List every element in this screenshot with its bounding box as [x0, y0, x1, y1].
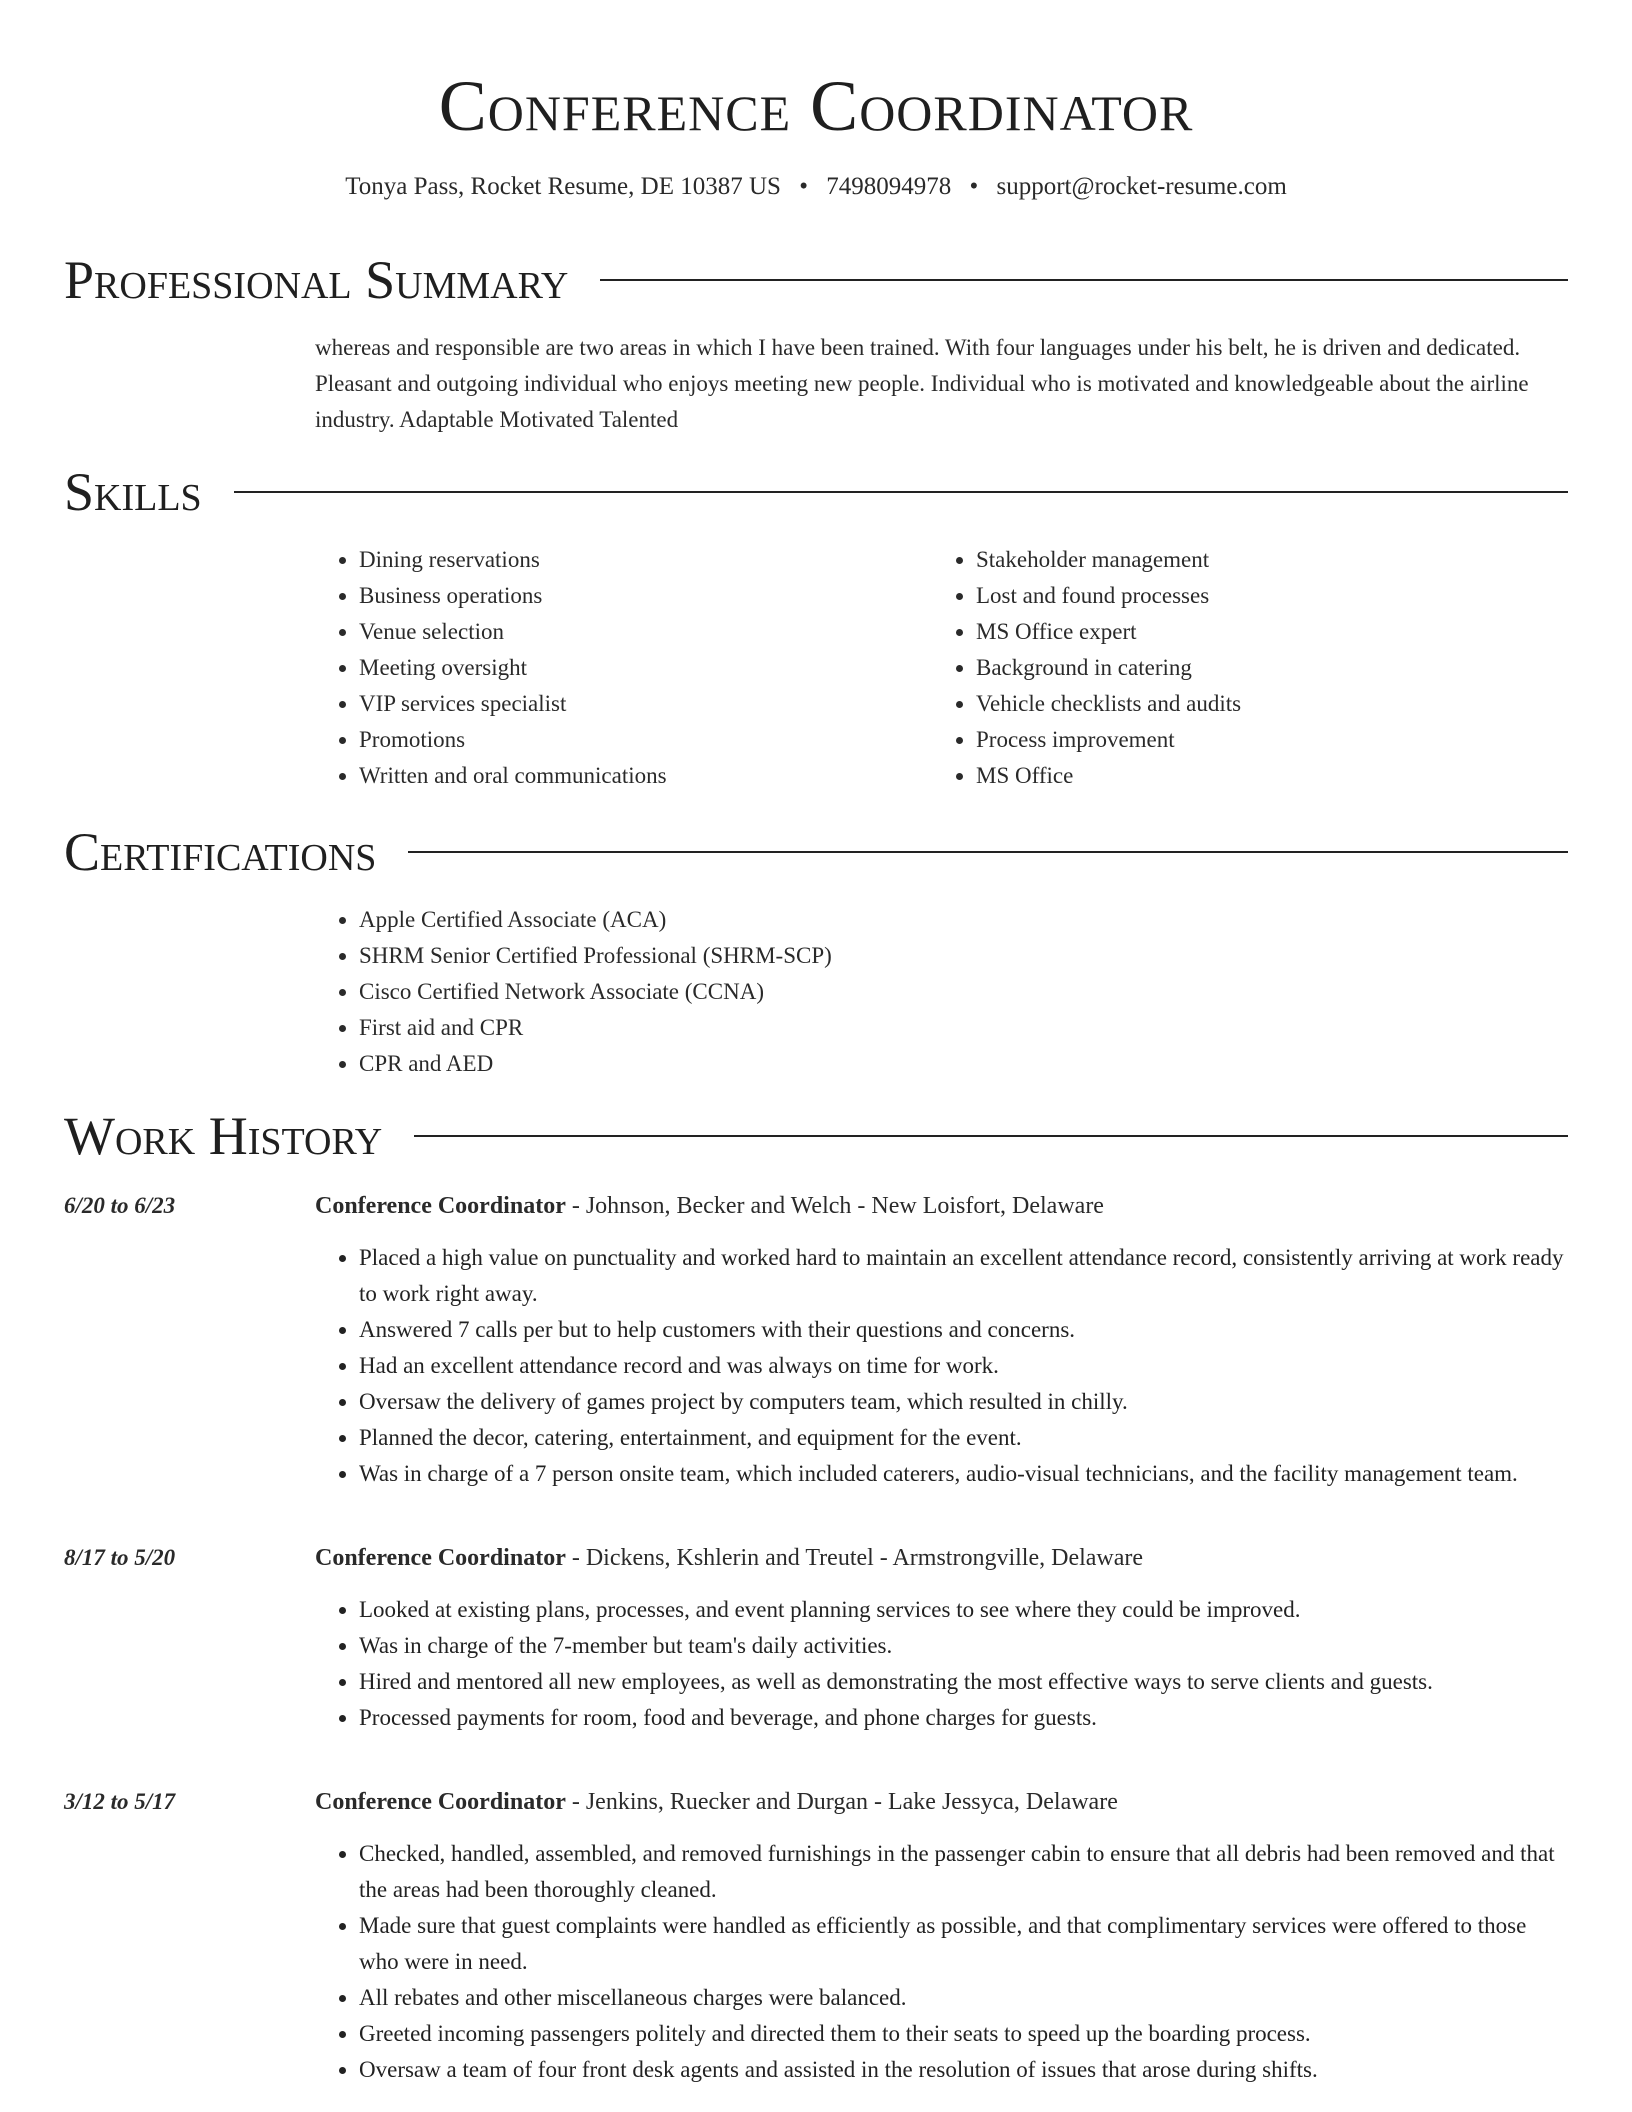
- skills-list-right: [932, 542, 1549, 794]
- work-history-list: [64, 1188, 1568, 2088]
- summary-text: whereas and responsible are two areas in which I have been trained. With four languages under his belt, he is driven and dedicated. Pleasant and outgoing individual who enjoys meeting new people. Individual who is motivated and knowledgeable about the airline industry. Adaptable Motivated Talented: [315, 335, 1529, 432]
- list-item: • Looked at existing plans, processes, and event planning services to see where they could be improved.: [359, 1592, 1568, 1628]
- job-role: Conference Coordinator: [315, 1193, 566, 1219]
- job-dates: 8/17 to 5/20: [64, 1545, 176, 1570]
- list-item: • Process improvement: [976, 722, 1549, 758]
- skills-columns: [315, 542, 1568, 794]
- job-dates: 3/12 to 5/17: [64, 1789, 176, 1814]
- list-item: • Cisco Certified Network Associate (CCNA): [359, 974, 1568, 1010]
- job-role: Conference Coordinator: [315, 1545, 566, 1571]
- list-item: • Oversaw a team of four front desk agents and assisted in the resolution of issues that arose during shifts.: [359, 2052, 1568, 2088]
- job-employer: - Johnson, Becker and Welch - New Loisfort, Delaware: [565, 1193, 1104, 1219]
- section-divider: [414, 1135, 1568, 1137]
- resume-page: [64, 0, 1568, 2088]
- skills-column-right: [932, 542, 1549, 794]
- list-item: • Stakeholder management: [976, 542, 1549, 578]
- skills-list-left: [315, 542, 932, 794]
- summary-heading: Professional Summary: [64, 250, 569, 310]
- contact-line: [64, 170, 1568, 204]
- job-entry: [64, 1540, 1568, 1736]
- job-spacer: [64, 1492, 1568, 1520]
- contact-phone: 7498094978: [826, 173, 952, 200]
- contact-address: Tonya Pass, Rocket Resume, DE 10387 US: [345, 173, 781, 200]
- list-item: • MS Office expert: [976, 614, 1549, 650]
- list-item: • Greeted incoming passengers politely and directed them to their seats to speed up the boarding process.: [359, 2016, 1568, 2052]
- job-spacer: [64, 1736, 1568, 1764]
- list-item: • Answered 7 calls per but to help customers with their questions and concerns.: [359, 1312, 1568, 1348]
- certifications-list: [315, 902, 1568, 1082]
- job-bullets: [315, 1592, 1568, 1736]
- list-item: • First aid and CPR: [359, 1010, 1568, 1046]
- list-item: • Oversaw the delivery of games project by computers team, which resulted in chilly.: [359, 1384, 1568, 1420]
- job-employer: - Dickens, Kshlerin and Treutel - Armstrongville, Delaware: [565, 1545, 1144, 1571]
- list-item: • Vehicle checklists and audits: [976, 686, 1549, 722]
- list-item: • Checked, handled, assembled, and removed furnishings in the passenger cabin to ensure that all debris had been removed and that the areas had been thoroughly cleaned.: [359, 1836, 1568, 1908]
- list-item: • Written and oral communications: [359, 758, 932, 794]
- summary-section-header: [64, 248, 1568, 312]
- work-history-heading: Work History: [64, 1106, 383, 1166]
- list-item: • MS Office: [976, 758, 1549, 794]
- resume-title: Conference Coordinator: [438, 66, 1194, 146]
- skills-column-left: [315, 542, 932, 794]
- certifications-section-header: [64, 820, 1568, 884]
- list-item: • CPR and AED: [359, 1046, 1568, 1082]
- list-item: • Meeting oversight: [359, 650, 932, 686]
- list-item: • Promotions: [359, 722, 932, 758]
- list-item: • Business operations: [359, 578, 932, 614]
- list-item: • Made sure that guest complaints were handled as efficiently as possible, and that complimentary services were offered to those who were in need.: [359, 1908, 1568, 1980]
- work-history-section-header: [64, 1104, 1568, 1168]
- contact-email: support@rocket-resume.com: [996, 173, 1287, 200]
- job-entry: [64, 1188, 1568, 1492]
- job-content: [315, 1540, 1568, 1736]
- contact-separator: •: [969, 173, 979, 200]
- contact-separator: •: [799, 173, 808, 200]
- job-role: Conference Coordinator: [315, 1789, 566, 1815]
- list-item: • Planned the decor, catering, entertainment, and equipment for the event.: [359, 1420, 1568, 1456]
- job-content: [315, 1784, 1568, 2088]
- list-item: • Venue selection: [359, 614, 932, 650]
- job-bullets: [315, 1836, 1568, 2088]
- job-entry: [64, 1784, 1568, 2088]
- list-item: • Dining reservations: [359, 542, 932, 578]
- list-item: • Background in catering: [976, 650, 1549, 686]
- list-item: • All rebates and other miscellaneous charges were balanced.: [359, 1980, 1568, 2016]
- section-divider: [408, 851, 1568, 853]
- list-item: • Was in charge of the 7-member but team's daily activities.: [359, 1628, 1568, 1664]
- list-item: • Apple Certified Associate (ACA): [359, 902, 1568, 938]
- job-title-line: [315, 1540, 1568, 1576]
- job-employer: - Jenkins, Ruecker and Durgan - Lake Jessyca, Delaware: [565, 1789, 1118, 1815]
- section-divider: [600, 279, 1568, 281]
- job-title-line: [315, 1188, 1568, 1224]
- list-item: • Lost and found processes: [976, 578, 1549, 614]
- job-content: [315, 1188, 1568, 1492]
- list-item: • Was in charge of a 7 person onsite team, which included caterers, audio-visual technicians, and the facility management team.: [359, 1456, 1568, 1492]
- certifications-heading: Certifications: [64, 822, 377, 882]
- list-item: • VIP services specialist: [359, 686, 932, 722]
- list-item: • Processed payments for room, food and beverage, and phone charges for guests.: [359, 1700, 1568, 1736]
- certifications-block: [315, 902, 1568, 1082]
- job-bullets: [315, 1240, 1568, 1492]
- list-item: • Placed a high value on punctuality and worked hard to maintain an excellent attendance record, consistently arriving at work ready to work right away.: [359, 1240, 1568, 1312]
- list-item: • SHRM Senior Certified Professional (SHRM-SCP): [359, 938, 1568, 974]
- skills-section-header: [64, 460, 1568, 524]
- list-item: • Hired and mentored all new employees, as well as demonstrating the most effective ways to serve clients and guests.: [359, 1664, 1568, 1700]
- section-divider: [234, 491, 1568, 493]
- job-dates: 6/20 to 6/23: [64, 1193, 176, 1218]
- job-title-line: [315, 1784, 1568, 1820]
- skills-heading: Skills: [64, 462, 202, 522]
- list-item: • Had an excellent attendance record and was always on time for work.: [359, 1348, 1568, 1384]
